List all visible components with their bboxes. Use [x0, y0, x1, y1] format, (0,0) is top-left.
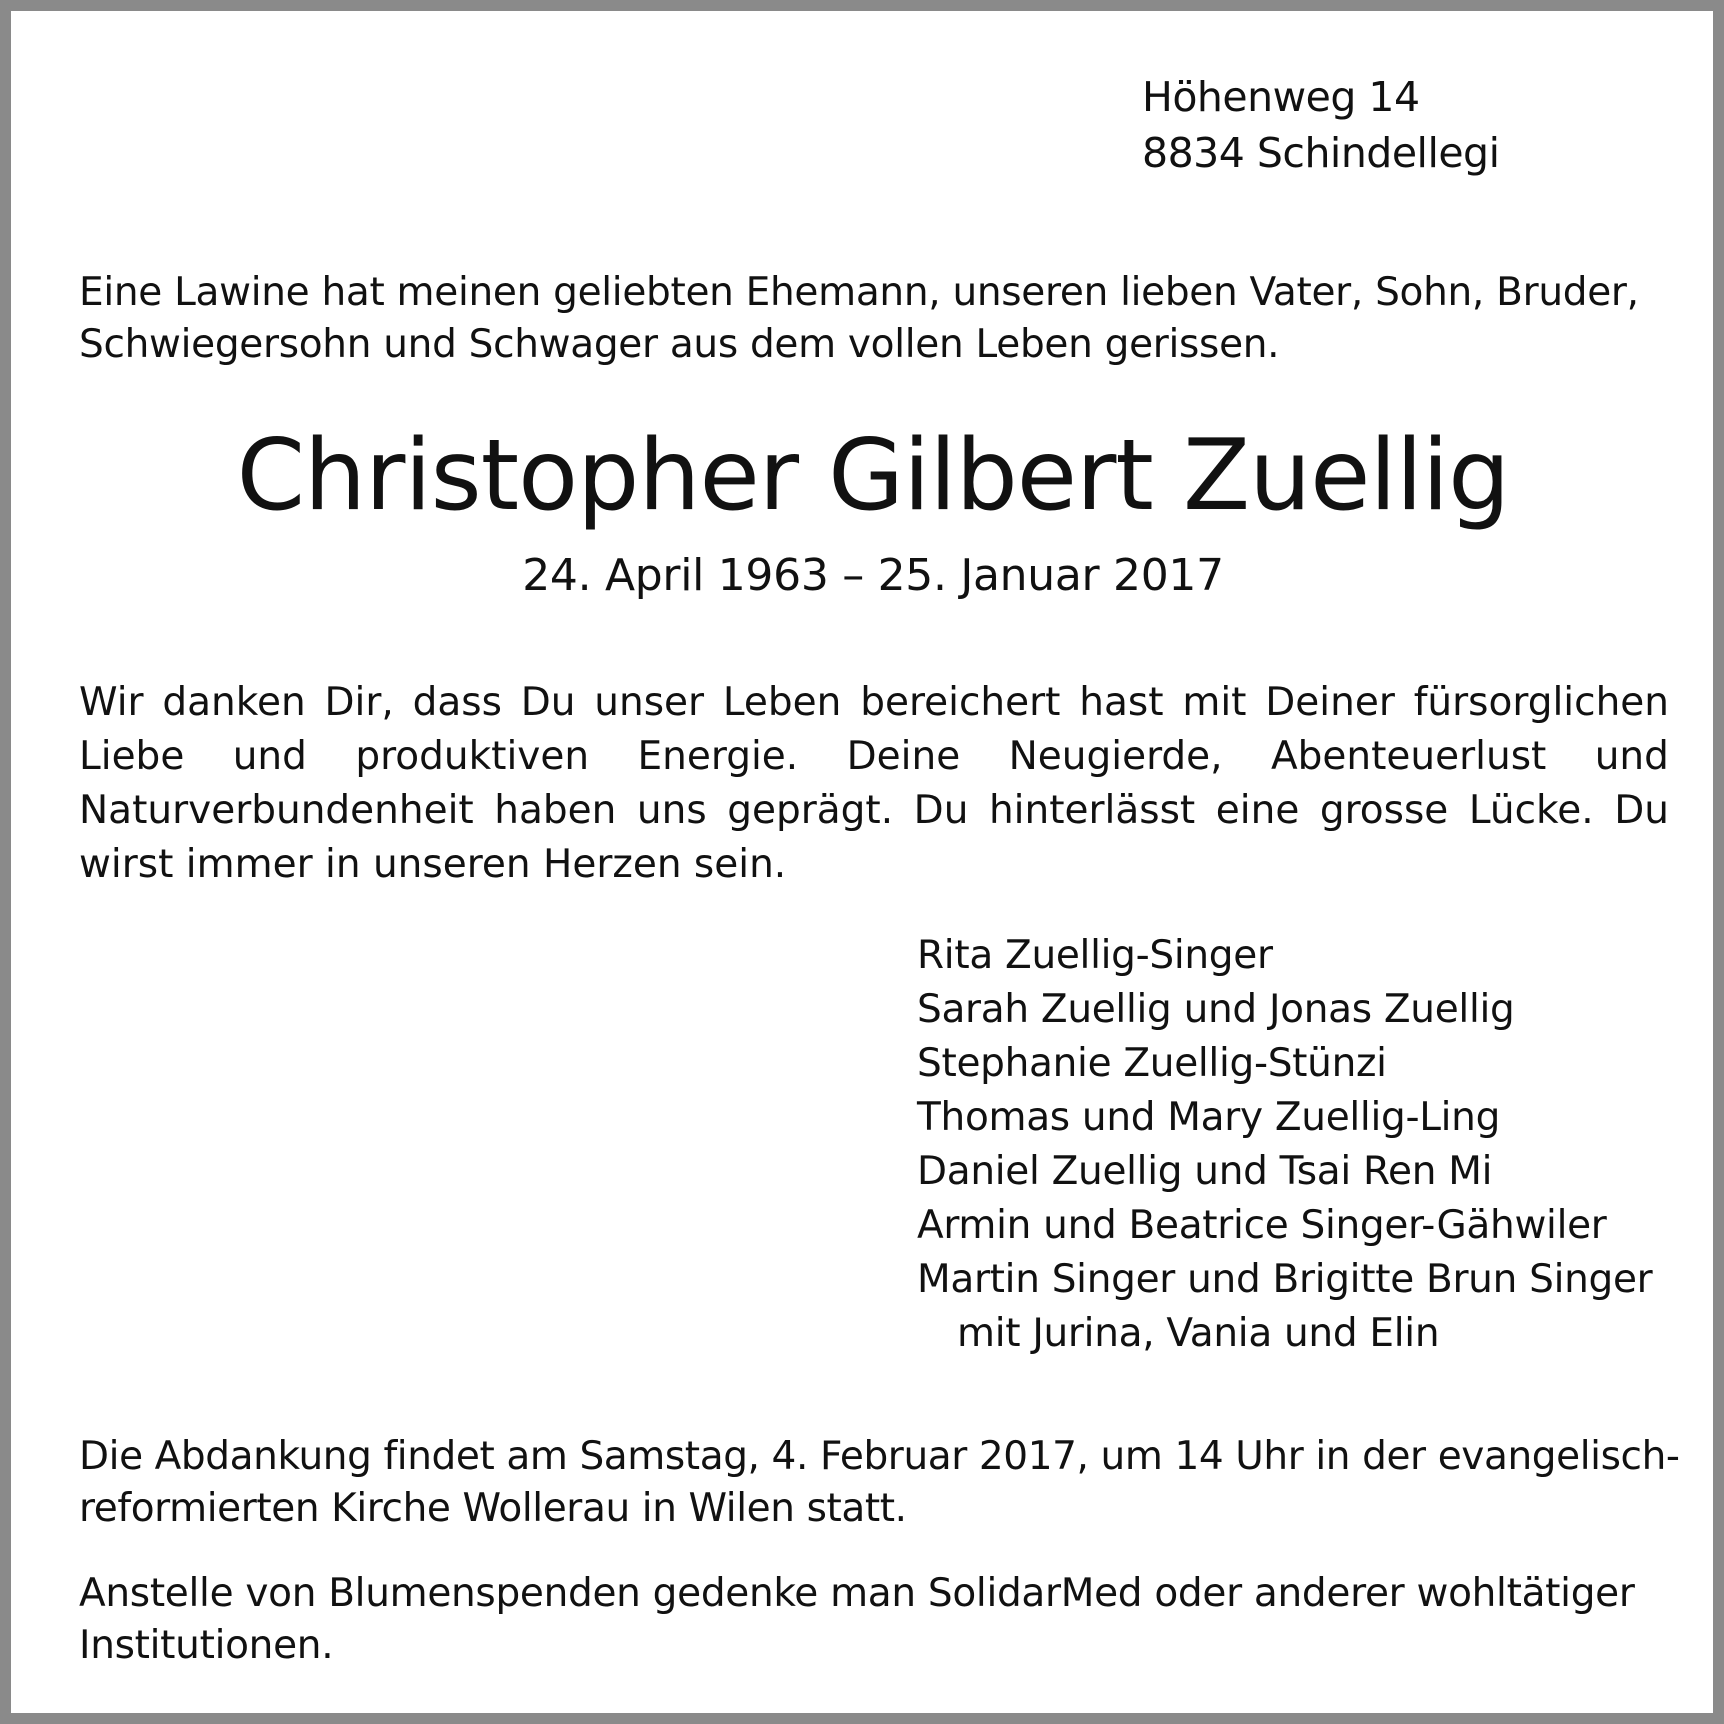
life-dates: 24. April 1963 – 25. Januar 2017 — [522, 550, 1224, 601]
mourner-name: Rita Zuellig-Singer — [917, 933, 1273, 978]
thanks-word: Liebe — [79, 734, 185, 779]
donation-paragraph — [79, 1568, 1669, 1672]
donation-line: Anstelle von Blumenspenden gedenke man SolidarMed oder anderer wohltätiger — [79, 1571, 1635, 1616]
thanks-word: eine — [1215, 788, 1300, 833]
mourner-name: Sarah Zuellig und Jonas Zuellig — [917, 987, 1515, 1032]
thanks-word: haben — [494, 788, 617, 833]
deceased-name: Christopher Gilbert Zuellig — [236, 419, 1510, 533]
thanks-word: dass — [412, 680, 502, 725]
intro-paragraph — [79, 267, 1669, 371]
mourner-name: Daniel Zuellig und Tsai Ren Mi — [917, 1149, 1493, 1194]
thanks-word: geprägt. — [727, 788, 894, 833]
thanks-word: uns — [636, 788, 707, 833]
thanks-word: Du — [1614, 788, 1669, 833]
service-line: reformierten Kirche Wollerau in Wilen statt. — [79, 1486, 907, 1531]
thanks-word: hast — [1079, 680, 1164, 725]
donation-line: Institutionen. — [79, 1623, 334, 1668]
thanks-word: Leben — [722, 680, 842, 725]
thanks-word: unser — [594, 680, 705, 725]
thanks-word: Dir, — [324, 680, 394, 725]
address-city: 8834 Schindellegi — [1142, 129, 1500, 177]
thanks-word: Du — [913, 788, 969, 833]
thanks-word: Deiner — [1265, 680, 1395, 725]
thanks-word: Du — [520, 680, 576, 725]
mourner-name: Martin Singer und Brigitte Brun Singer — [917, 1257, 1653, 1302]
thanks-line — [79, 730, 1669, 784]
mourner-sub-line: mit Jurina, Vania und Elin — [957, 1311, 1440, 1356]
thanks-word: und — [1594, 734, 1669, 779]
service-paragraph — [79, 1431, 1680, 1535]
thanks-paragraph — [79, 676, 1669, 892]
thanks-word: bereichert — [860, 680, 1061, 725]
thanks-word: hinterlässt — [988, 788, 1196, 833]
thanks-word: Abenteuerlust — [1270, 734, 1547, 779]
thanks-word: mit — [1182, 680, 1247, 725]
thanks-line — [79, 676, 1669, 730]
thanks-word: Energie. — [637, 734, 799, 779]
address-block — [1142, 69, 1499, 181]
thanks-word: grosse — [1319, 788, 1449, 833]
mourner-name: Thomas und Mary Zuellig-Ling — [917, 1095, 1501, 1140]
thanks-word: und — [232, 734, 307, 779]
thanks-word: produktiven — [355, 734, 590, 779]
thanks-word: Naturverbundenheit — [79, 788, 474, 833]
service-line: Die Abdankung findet am Samstag, 4. Februar 2017, um 14 Uhr in der evangelisch- — [79, 1434, 1680, 1479]
thanks-word: Wir — [79, 680, 144, 725]
thanks-last-line: wirst immer in unseren Herzen sein. — [79, 842, 787, 887]
mourner-name: Armin und Beatrice Singer-Gähwiler — [917, 1203, 1607, 1248]
thanks-word: fürsorglichen — [1413, 680, 1669, 725]
mourners-list — [917, 929, 1652, 1361]
thanks-word: Lücke. — [1468, 788, 1594, 833]
mourner-name: Stephanie Zuellig-Stünzi — [917, 1041, 1387, 1086]
thanks-line — [79, 784, 1669, 838]
intro-line: Schwiegersohn und Schwager aus dem vollen Leben gerissen. — [79, 322, 1280, 367]
thanks-word: Deine — [846, 734, 961, 779]
thanks-word: danken — [162, 680, 306, 725]
thanks-word: Neugierde, — [1008, 734, 1223, 779]
address-street: Höhenweg 14 — [1142, 73, 1420, 121]
intro-line: Eine Lawine hat meinen geliebten Ehemann, unseren lieben Vater, Sohn, Bruder, — [79, 270, 1639, 315]
